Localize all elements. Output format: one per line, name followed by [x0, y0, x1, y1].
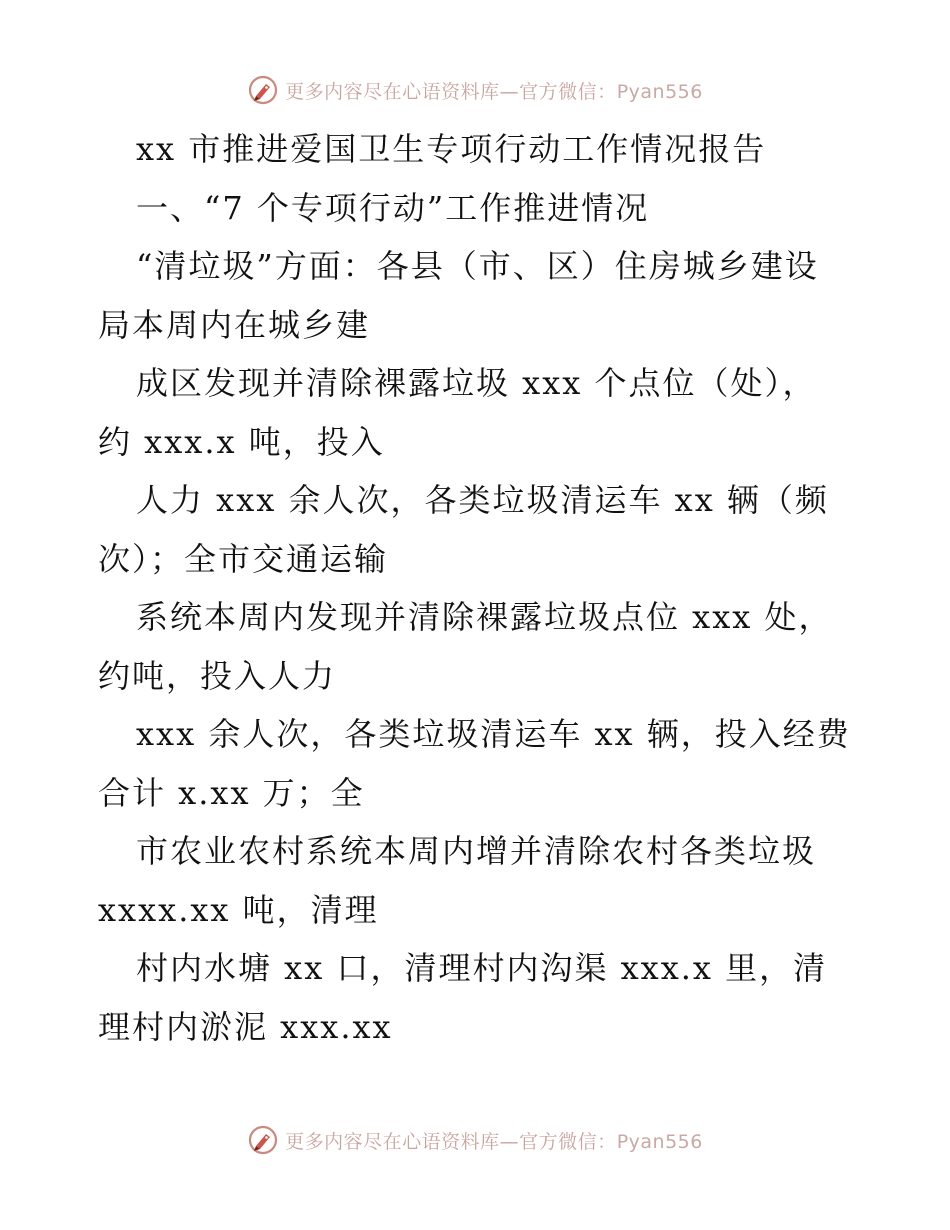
watermark-text	[285, 1127, 703, 1154]
paragraph-line: xxxx.xx 吨，清理	[98, 890, 379, 929]
document-title: xx 市推进爱国卫生专项行动工作情况报告	[136, 130, 767, 168]
watermark-group	[247, 74, 703, 106]
paragraph-line: 理村内淤泥 xxx.xx	[98, 1007, 393, 1046]
watermark-wechat-label: 官方微信：	[519, 80, 617, 103]
watermark-site-text: 更多内容尽在心语资料库	[285, 80, 500, 103]
watermark-separator: —	[499, 1130, 520, 1153]
header-watermark	[0, 70, 950, 110]
paragraph-line: 系统本周内发现并清除裸露垃圾点位 xxx 处，	[136, 598, 833, 636]
paragraph-line: xxx 余人次，各类垃圾清运车 xx 辆，投入经费	[136, 715, 851, 753]
watermark-wechat-id: Pyan556	[616, 80, 703, 103]
paragraph-line: 局本周内在城乡建	[98, 305, 371, 344]
watermark-separator: —	[499, 80, 520, 103]
paragraph-line: 人力 xxx 余人次，各类垃圾清运车 xx 辆（频	[136, 481, 829, 519]
paragraph-line: 市农业农村系统本周内增并清除农村各类垃圾	[136, 832, 817, 870]
paragraph-line: 次）；全市交通运输	[98, 539, 389, 578]
paragraph-line: 约吨，投入人力	[98, 656, 337, 695]
watermark-site-text: 更多内容尽在心语资料库	[285, 1130, 500, 1153]
paragraph-line: 成区发现并清除裸露垃圾 xxx 个点位（处），	[136, 364, 817, 402]
pen-nib-logo-icon	[247, 74, 279, 106]
footer-watermark	[0, 1120, 950, 1160]
paragraph-line: “清垃圾”方面：各县（市、区）住房城乡建设	[136, 247, 819, 285]
paragraph-line: 村内水塘 xx 口，清理村内沟渠 xxx.x 里，清	[136, 949, 828, 987]
pen-nib-logo-icon	[247, 1124, 279, 1156]
watermark-text	[285, 77, 703, 104]
watermark-wechat-label: 官方微信：	[519, 1130, 617, 1153]
paragraph-line: 合计 x.xx 万；全	[98, 773, 365, 812]
paragraph-line: 约 xxx.x 吨，投入	[98, 422, 385, 461]
document-body	[98, 120, 858, 1056]
watermark-group	[247, 1124, 703, 1156]
section-heading: 一、“7 个专项行动”工作推进情况	[136, 188, 650, 227]
watermark-wechat-id: Pyan556	[616, 1130, 703, 1153]
